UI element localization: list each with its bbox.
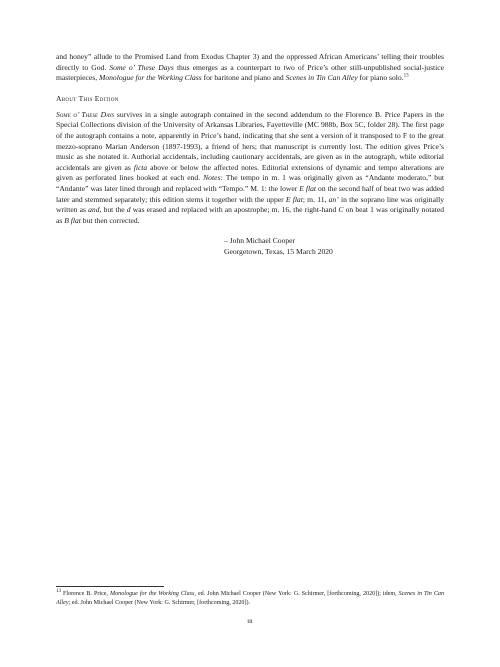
para2-run: ; m. 11, bbox=[302, 194, 329, 204]
signature-name: – John Michael Cooper bbox=[224, 236, 296, 246]
paragraph-about-edition bbox=[56, 110, 444, 227]
para1-run: for piano solo. bbox=[357, 73, 404, 83]
paragraph-intro-continuation bbox=[56, 52, 444, 84]
para1-run: Scenes in Tin Can Alley bbox=[285, 73, 358, 83]
para2-run: B flat bbox=[64, 215, 81, 225]
para1-run: for baritone and piano and bbox=[201, 73, 286, 83]
para2-run: E flat bbox=[299, 183, 317, 193]
para2-run: , but the bbox=[99, 205, 127, 215]
para2-run: above or below the affected notes. Editorial extensions of dynamic and tempo alterations are given as perforated lines hooked at each end. bbox=[56, 162, 444, 183]
para2-run: C bbox=[338, 205, 344, 215]
para2-run: and bbox=[88, 205, 100, 215]
para2-run: but then corrected. bbox=[80, 215, 140, 225]
para2-run: in the soprano line was originally written as bbox=[56, 194, 444, 215]
signature-block bbox=[224, 236, 444, 257]
para1-run: 13 bbox=[403, 73, 409, 79]
footnote-run: ; ed. John Michael Cooper (New York: G. Schirmer, [forthcoming, 2020]). bbox=[68, 599, 251, 606]
signature-place-date: Georgetown, Texas, 15 March 2020 bbox=[224, 246, 333, 256]
para1-run: Monologue for the Working Class bbox=[99, 73, 202, 83]
para1-run: and honey” allude to the Promised Land from Exodus Chapter 3) and the oppressed African Americans’ telling their troubles directly to God. bbox=[56, 52, 444, 72]
footnote-rule bbox=[56, 586, 164, 587]
para2-run: Some o’ These Days bbox=[56, 109, 115, 119]
para2-run: ficta bbox=[133, 162, 148, 172]
para2-run: was erased and replaced with an apostrophe; m. 16, the right-hand bbox=[130, 205, 339, 215]
para1-run: thus emerges as a counterpart to two of Price’s other still-unpublished social-justice masterpieces, bbox=[56, 62, 444, 83]
footnote-run: Florence B. Price, bbox=[61, 591, 111, 597]
para2-run: on beat 1 was originally notated as bbox=[56, 205, 444, 225]
para2-run: The tempo in m. 1 was originally given as “Andante moderato,” but “Andante” was later lined through and replaced with “Tempo.” M. 1: the lower bbox=[56, 173, 445, 193]
para1-run: Some o’ These Days bbox=[109, 62, 174, 72]
para2-run: E flat bbox=[285, 194, 303, 204]
footnote-run: , ed. John Michael Cooper (New York: G. Schirmer, [forthcoming, 2020]); idem, bbox=[194, 591, 399, 597]
para2-run: Notes: bbox=[203, 173, 223, 183]
page-body bbox=[56, 52, 444, 258]
para2-run: survives in a single autograph contained in the second addendum to the Florence B. Price Papers in the Special Collections division of the University of Arkansas Libraries, Fayetteville (MC 988b, Box 5C, folder 28). The first page of the autograph contains a note, apparently in Price’s hand, indicating that she sent a version of it transposed to F to the great mezzo-soprano Marian Anderson (1897-1993), a friend of hers; that manuscript is currently lost. The edition gives Price’s music as she notated it. Authorial accidentals, including cautionary accidentals, are given as in the autograph, while editorial accidentals are given as bbox=[56, 109, 444, 172]
para2-run: an’ bbox=[328, 194, 339, 204]
para2-run: d bbox=[126, 205, 131, 215]
footnote bbox=[56, 590, 444, 607]
para2-run: on the second half of beat two was added later and stemmed separately; this edition stems it together with the upper bbox=[56, 183, 444, 204]
footnote-run: Monologue for the Working Class bbox=[110, 591, 195, 597]
footnote-run: 13 bbox=[56, 588, 61, 594]
section-heading: About This Edition bbox=[56, 93, 119, 103]
footnote-run: Scenes in Tin Can Alley bbox=[56, 591, 445, 606]
page-number: iii bbox=[247, 618, 253, 625]
